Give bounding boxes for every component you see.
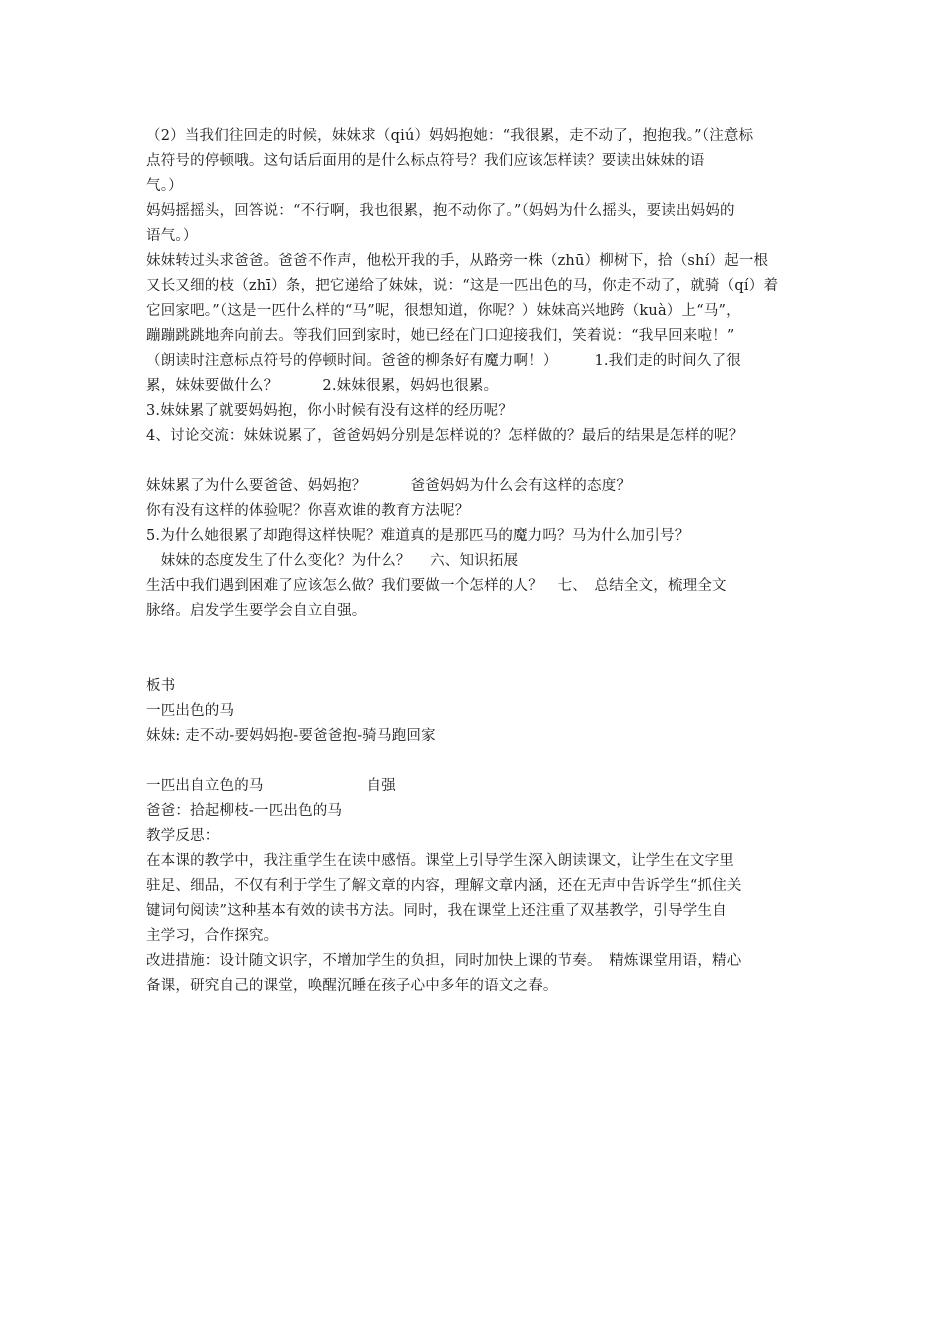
- text-line: 点符号的停顿哦。这句话后面用的是什么标点符号？我们应该怎样读？要读出妹妹的语: [146, 153, 705, 169]
- text-line: 备课，研究自己的课堂，唤醒沉睡在孩子心中多年的语文之春。: [146, 978, 558, 994]
- text-line: 主学习，合作探究。: [146, 928, 279, 944]
- text-line: 3.妹妹累了就要妈妈抱，你小时候有没有这样的经历呢？: [146, 403, 514, 419]
- text-line: 生活中我们遇到困难了应该怎么做？我们要做一个怎样的人？ 七、 总结全文，梳理全文: [146, 578, 727, 594]
- text-line: （朗读时注意标点符号的停顿时间。爸爸的柳条好有魔力啊！） 1.我们走的时间久了很: [146, 353, 741, 369]
- board-heading: 板书: [146, 678, 176, 694]
- text-line: 又长又细的枝（zhī）条，把它递给了妹妹，说：“这是一匹出色的马，你走不动了，就骑（qí）着: [146, 278, 779, 294]
- text-line: 妹妹转过头求爸爸。爸爸不作声，他松开我的手，从路旁一株（zhū）柳树下，拾（shí）起一根: [146, 253, 769, 269]
- text-line: 5.为什么她很累了却跑得这样快呢？难道真的是那匹马的魔力吗？马为什么加引号？: [146, 528, 690, 544]
- text-line: 一匹出自立色的马 自强: [146, 778, 396, 794]
- text-line: 累，妹妹要做什么？ 2.妹妹很累，妈妈也很累。: [146, 378, 499, 394]
- text-line: 它回家吧。”（这是一匹什么样的“马”呢，很想知道，你呢？）妹妹高兴地跨（kuà）上“马”，: [146, 303, 741, 319]
- text-line: 一匹出色的马: [146, 703, 235, 719]
- text-line: 你有没有这样的体验呢？你喜欢谁的教育方法呢？: [146, 503, 470, 519]
- text-line: 语气。）: [146, 228, 198, 244]
- text-line: （2）当我们往回走的时候，妹妹求（qiú）妈妈抱她：“我很累，走不动了，抱抱我。”（注意标: [146, 128, 754, 144]
- text-line: 脉络。启发学生要学会自立自强。: [146, 603, 367, 619]
- reflection-heading: 教学反思：: [146, 828, 220, 844]
- text-line: 妹妹的态度发生了什么变化？为什么？ 六、知识拓展: [146, 553, 519, 569]
- text-line: 驻足、细品，不仅有利于学生了解文章的内容，理解文章内涵，还在无声中告诉学生“抓住关: [146, 878, 742, 894]
- text-line: 气。）: [146, 178, 183, 194]
- text-line: 妹妹累了为什么要爸爸、妈妈抱？ 爸爸妈妈为什么会有这样的态度？: [146, 478, 632, 494]
- text-line: 改进措施：设计随文识字，不增加学生的负担，同时加快上课的节奏。 精炼课堂用语，精心: [146, 953, 742, 969]
- text-line: 爸爸：拾起柳枝-一匹出色的马: [146, 803, 343, 819]
- text-line: 键词句阅读”这种基本有效的读书方法。同时，我在课堂上还注重了双基教学，引导学生自: [146, 903, 727, 919]
- text-line: 蹦蹦跳跳地奔向前去。等我们回到家时，她已经在门口迎接我们，笑着说：“我早回来啦！”: [146, 328, 735, 344]
- text-line: 4、讨论交流：妹妹说累了，爸爸妈妈分别是怎样说的？怎样做的？最后的结果是怎样的呢？: [146, 428, 744, 444]
- text-line: 妹妹: 走不动-要妈妈抱-要爸爸抱-骑马跑回家: [146, 728, 436, 744]
- text-line: 妈妈摇摇头，回答说：“不行啊，我也很累，抱不动你了。”（妈妈为什么摇头，要读出妈妈的: [146, 203, 735, 219]
- text-line: 在本课的教学中，我注重学生在读中感悟。课堂上引导学生深入朗读课文，让学生在文字里: [146, 853, 734, 869]
